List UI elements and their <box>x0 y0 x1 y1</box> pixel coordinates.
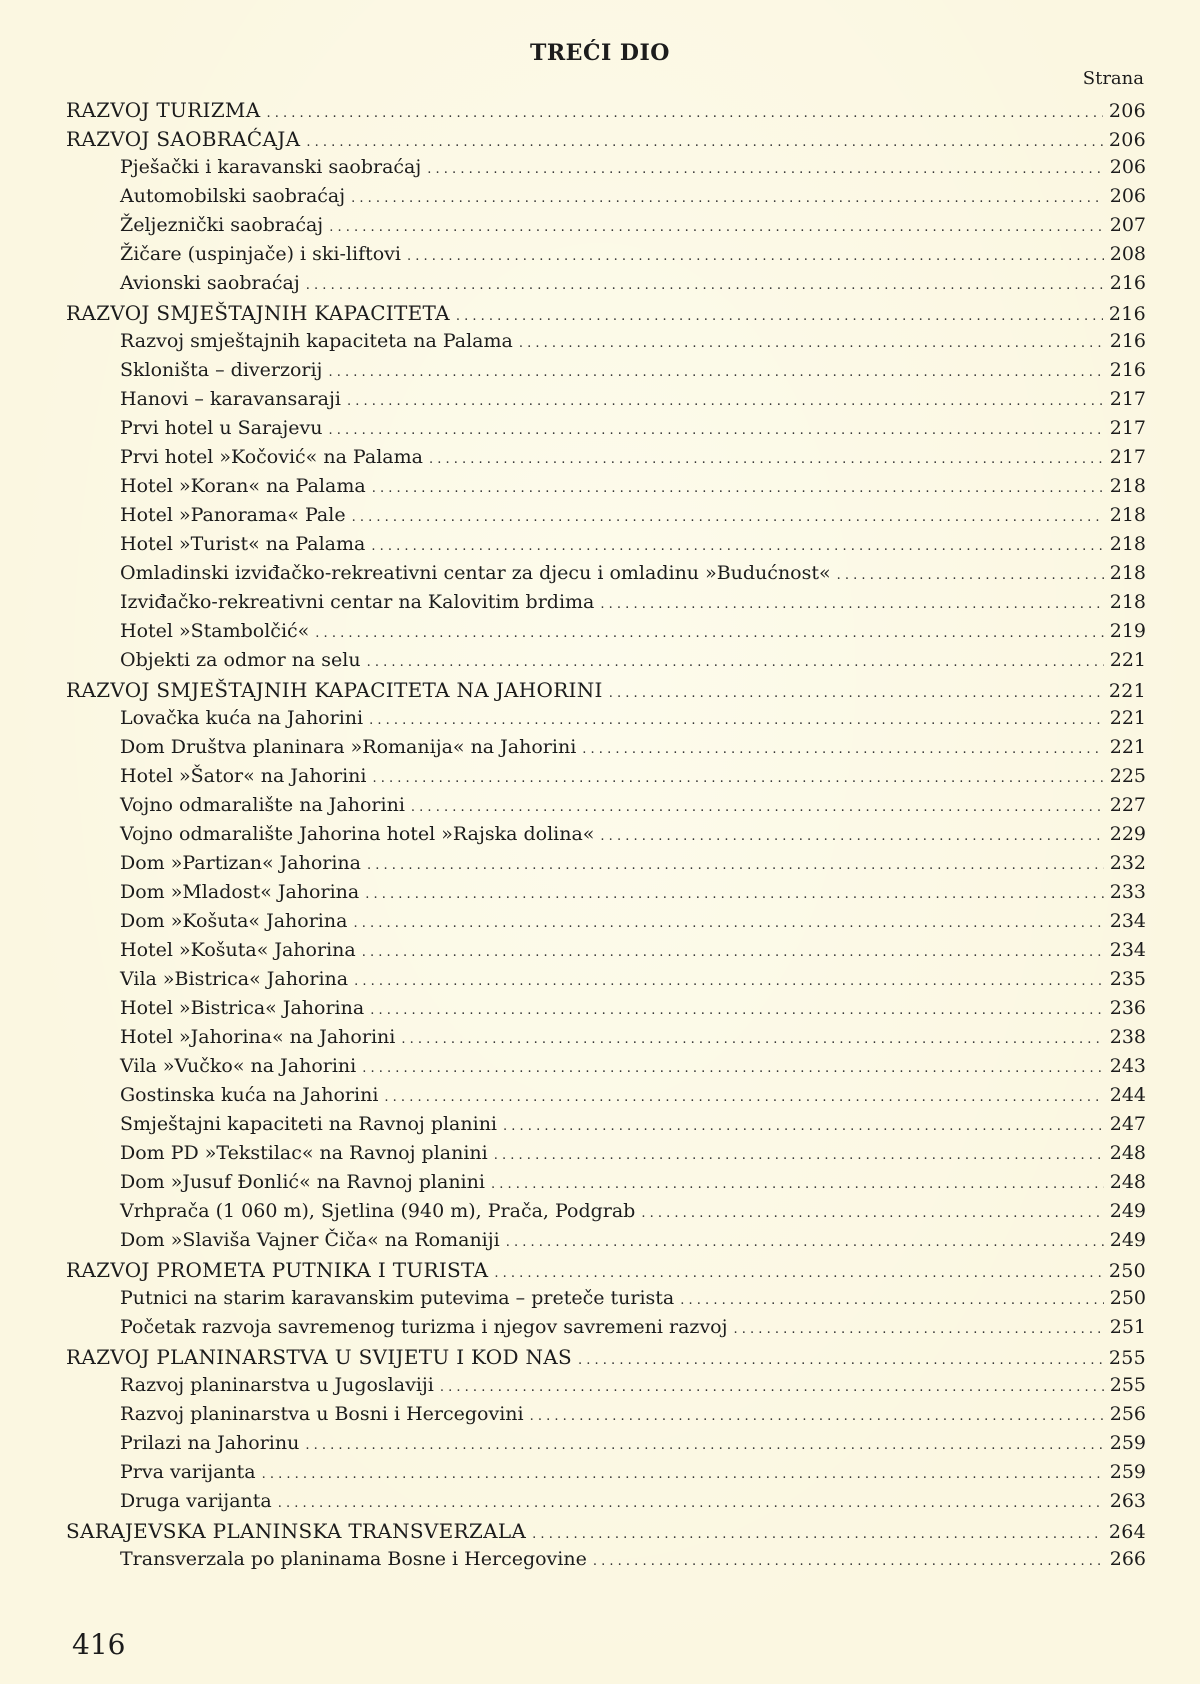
toc-dot-leader <box>353 910 1103 932</box>
toc-subentry <box>66 1287 1146 1316</box>
toc-entry-title: Smještajni kapaciteti na Ravnoj planini <box>120 1113 498 1135</box>
toc-dot-leader <box>440 1374 1104 1396</box>
toc-subentry <box>66 156 1146 185</box>
toc-entry-page: 217 <box>1109 388 1146 410</box>
toc-subentry <box>66 1374 1146 1403</box>
page-column-label: Strana <box>1082 68 1144 89</box>
toc-subentry <box>66 475 1146 504</box>
toc-entry-page: 221 <box>1109 649 1146 671</box>
toc-subentry <box>66 649 1146 678</box>
toc-entry-page: 234 <box>1109 910 1146 932</box>
toc-entry-title: Lovačka kuća na Jahorini <box>120 707 364 729</box>
toc-entry-page: 206 <box>1109 156 1146 178</box>
toc-subentry <box>66 533 1146 562</box>
toc-subentry <box>66 765 1146 794</box>
toc-entry-title: Početak razvoja savremenog turizma i njegov savremeni razvoj <box>120 1316 728 1338</box>
toc-dot-leader <box>530 1403 1104 1425</box>
toc-entry-page: 244 <box>1109 1084 1146 1106</box>
toc-entry-page: 250 <box>1108 1260 1146 1282</box>
toc-chapter-entry <box>66 98 1146 127</box>
toc-entry-page: 264 <box>1108 1521 1146 1543</box>
toc-entry-title: Hotel »Jahorina« na Jahorini <box>120 1026 396 1048</box>
toc-entry-title: Dom »Slaviša Vajner Čiča« na Romaniji <box>120 1229 500 1251</box>
toc-subentry <box>66 823 1146 852</box>
toc-entry-page: 216 <box>1109 359 1146 381</box>
toc-dot-leader <box>837 562 1104 584</box>
toc-entry-title: Druga varijanta <box>120 1490 272 1512</box>
toc-entry-title: RAZVOJ PROMETA PUTNIKA I TURISTA <box>66 1258 489 1282</box>
toc-subentry <box>66 1548 1146 1577</box>
toc-subentry <box>66 562 1146 591</box>
toc-dot-leader <box>305 1432 1103 1454</box>
toc-dot-leader <box>315 620 1103 642</box>
toc-entry-page: 247 <box>1109 1113 1146 1135</box>
toc-subentry <box>66 330 1146 359</box>
toc-dot-leader <box>367 852 1104 874</box>
toc-dot-leader <box>384 1084 1103 1106</box>
toc-entry-title: Željeznički saobraćaj <box>120 214 324 236</box>
toc-dot-leader <box>427 156 1103 178</box>
toc-entry-page: 221 <box>1108 680 1146 702</box>
toc-subentry <box>66 736 1146 765</box>
toc-entry-title: Hotel »Stambolčić« <box>120 620 310 642</box>
toc-subentry <box>66 504 1146 533</box>
toc-entry-page: 250 <box>1109 1287 1146 1309</box>
toc-dot-leader <box>503 1113 1104 1135</box>
toc-dot-leader <box>262 1461 1104 1483</box>
toc-subentry <box>66 707 1146 736</box>
toc-entry-page: 232 <box>1109 852 1146 874</box>
toc-entry-title: Razvoj planinarstva u Bosni i Hercegovini <box>120 1403 524 1425</box>
toc-entry-title: RAZVOJ TURIZMA <box>66 98 261 122</box>
toc-subentry <box>66 939 1146 968</box>
toc-entry-title: Prva varijanta <box>120 1461 256 1483</box>
toc-dot-leader <box>362 1055 1104 1077</box>
toc-dot-leader <box>506 1229 1104 1251</box>
toc-entry-title: Skloništa – diverzorij <box>120 359 323 381</box>
toc-dot-leader <box>306 272 1104 294</box>
toc-dot-leader <box>401 1026 1103 1048</box>
toc-entry-page: 235 <box>1109 968 1146 990</box>
toc-entry-title: Hotel »Bistrica« Jahorina <box>120 997 365 1019</box>
toc-subentry <box>66 1229 1146 1258</box>
toc-entry-title: Dom PD »Tekstilac« na Ravnoj planini <box>120 1142 488 1164</box>
toc-entry-page: 217 <box>1109 446 1146 468</box>
toc-subentry <box>66 1316 1146 1345</box>
toc-dot-leader <box>306 127 1103 151</box>
toc-subentry <box>66 1171 1146 1200</box>
toc-entry-title: Omladinski izviđačko-rekreativni centar za djecu i omladinu »Budućnost« <box>120 562 831 584</box>
toc-dot-leader <box>494 1258 1102 1282</box>
toc-entry-page: 251 <box>1109 1316 1146 1338</box>
toc-dot-leader <box>372 475 1104 497</box>
toc-dot-leader <box>578 1345 1103 1369</box>
toc-chapter-entry <box>66 678 1146 707</box>
toc-entry-page: 208 <box>1109 243 1146 265</box>
toc-entry-title: Hotel »Košuta« Jahorina <box>120 939 356 961</box>
toc-entry-page: 233 <box>1109 881 1146 903</box>
toc-entry-page: 221 <box>1109 707 1146 729</box>
toc-subentry <box>66 1461 1146 1490</box>
toc-entry-title: Razvoj planinarstva u Jugoslaviji <box>120 1374 434 1396</box>
toc-entry-title: Hanovi – karavansaraji <box>120 388 341 410</box>
toc-entry-page: 218 <box>1109 591 1146 613</box>
toc-dot-leader <box>680 1287 1103 1309</box>
toc-dot-leader <box>352 504 1104 526</box>
toc-entry-page: 216 <box>1109 330 1146 352</box>
toc-dot-leader <box>641 1200 1103 1222</box>
toc-entry-page: 229 <box>1109 823 1146 845</box>
toc-subentry <box>66 852 1146 881</box>
toc-entry-page: 216 <box>1108 303 1146 325</box>
toc-entry-page: 218 <box>1109 475 1146 497</box>
page-number: 416 <box>72 1628 126 1661</box>
toc-dot-leader <box>411 794 1104 816</box>
toc-dot-leader <box>519 330 1104 352</box>
toc-entry-page: 207 <box>1109 214 1146 236</box>
toc-dot-leader <box>532 1519 1103 1543</box>
toc-dot-leader <box>365 881 1104 903</box>
toc-entry-title: SARAJEVSKA PLANINSKA TRANSVERZALA <box>66 1519 527 1543</box>
toc-subentry <box>66 794 1146 823</box>
toc-subentry <box>66 1200 1146 1229</box>
toc-entry-title: Dom Društva planinara »Romanija« na Jahorini <box>120 736 577 758</box>
toc-chapter-entry <box>66 301 1146 330</box>
toc-dot-leader <box>371 533 1103 555</box>
toc-entry-page: 238 <box>1109 1026 1146 1048</box>
toc-subentry <box>66 272 1146 301</box>
toc-entry-title: Prvi hotel u Sarajevu <box>120 417 323 439</box>
toc-dot-leader <box>329 214 1104 236</box>
toc-entry-page: 218 <box>1109 504 1146 526</box>
toc-chapter-entry <box>66 1519 1146 1548</box>
toc-entry-title: Hotel »Koran« na Palama <box>120 475 366 497</box>
toc-subentry <box>66 1055 1146 1084</box>
toc-subentry <box>66 1026 1146 1055</box>
toc-entry-title: Vila »Bistrica« Jahorina <box>120 968 349 990</box>
toc-chapter-entry <box>66 127 1146 156</box>
toc-dot-leader <box>429 446 1104 468</box>
toc-entry-title: RAZVOJ PLANINARSTVA U SVIJETU I KOD NAS <box>66 1345 572 1369</box>
toc-entry-title: Žičare (uspinjače) i ski-liftovi <box>120 243 401 265</box>
toc-subentry <box>66 1490 1146 1519</box>
toc-subentry <box>66 1432 1146 1461</box>
toc-subentry <box>66 1084 1146 1113</box>
toc-entry-page: 218 <box>1109 562 1146 584</box>
toc-entry-page: 259 <box>1109 1461 1146 1483</box>
toc-subentry <box>66 1142 1146 1171</box>
toc-dot-leader <box>582 736 1103 758</box>
toc-entry-title: Dom »Košuta« Jahorina <box>120 910 348 932</box>
toc-entry-page: 219 <box>1109 620 1146 642</box>
toc-dot-leader <box>362 939 1104 961</box>
toc-dot-leader <box>373 765 1104 787</box>
toc-entry-page: 249 <box>1109 1229 1146 1251</box>
toc-entry-title: Prilazi na Jahorinu <box>120 1432 300 1454</box>
toc-entry-title: Dom »Jusuf Đonlić« na Ravnoj planini <box>120 1171 485 1193</box>
toc-dot-leader <box>354 968 1104 990</box>
toc-entry-page: 259 <box>1109 1432 1146 1454</box>
toc-dot-leader <box>367 649 1104 671</box>
toc-entry-title: Automobilski saobraćaj <box>120 185 346 207</box>
toc-dot-leader <box>600 823 1103 845</box>
toc-entry-title: Vojno odmaralište na Jahorini <box>120 794 405 816</box>
toc-entry-page: 225 <box>1109 765 1146 787</box>
toc-entry-page: 234 <box>1109 939 1146 961</box>
toc-subentry <box>66 1113 1146 1142</box>
toc-dot-leader <box>328 359 1103 381</box>
toc-dot-leader <box>278 1490 1104 1512</box>
toc-dot-leader <box>407 243 1104 265</box>
toc-entry-page: 217 <box>1109 417 1146 439</box>
toc-dot-leader <box>369 707 1104 729</box>
toc-dot-leader <box>600 591 1103 613</box>
toc-entry-page: 206 <box>1109 185 1146 207</box>
toc-entry-title: Hotel »Šator« na Jahorini <box>120 765 367 787</box>
toc-entry-title: Pješački i karavanski saobraćaj <box>120 156 422 178</box>
toc-entry-title: Prvi hotel »Kočović« na Palama <box>120 446 423 468</box>
toc-entry-title: Transverzala po planinama Bosne i Hercegovine <box>120 1548 587 1570</box>
toc-dot-leader <box>329 417 1104 439</box>
toc-subentry <box>66 881 1146 910</box>
toc-entry-page: 206 <box>1108 129 1146 151</box>
toc-subentry <box>66 417 1146 446</box>
toc-entry-title: RAZVOJ SAOBRAĆAJA <box>66 127 301 151</box>
toc-entry-page: 263 <box>1109 1490 1146 1512</box>
toc-subentry <box>66 359 1146 388</box>
toc-entry-page: 255 <box>1108 1347 1146 1369</box>
toc-entry-page: 221 <box>1109 736 1146 758</box>
toc-subentry <box>66 388 1146 417</box>
toc-subentry <box>66 1403 1146 1432</box>
toc-subentry <box>66 591 1146 620</box>
table-of-contents <box>66 98 1146 1577</box>
toc-subentry <box>66 446 1146 475</box>
toc-dot-leader <box>347 388 1104 410</box>
toc-entry-title: Hotel »Panorama« Pale <box>120 504 346 526</box>
toc-entry-page: 243 <box>1109 1055 1146 1077</box>
toc-entry-page: 249 <box>1109 1200 1146 1222</box>
toc-entry-title: Putnici na starim karavanskim putevima – preteče turista <box>120 1287 675 1309</box>
toc-entry-title: Razvoj smještajnih kapaciteta na Palama <box>120 330 513 352</box>
toc-entry-title: Avionski saobraćaj <box>120 272 300 294</box>
toc-entry-title: Objekti za odmor na selu <box>120 649 361 671</box>
toc-entry-page: 227 <box>1109 794 1146 816</box>
toc-entry-title: Hotel »Turist« na Palama <box>120 533 366 555</box>
toc-dot-leader <box>456 301 1103 325</box>
toc-entry-title: Dom »Partizan« Jahorina <box>120 852 361 874</box>
toc-dot-leader <box>370 997 1104 1019</box>
toc-subentry <box>66 185 1146 214</box>
toc-entry-page: 216 <box>1109 272 1146 294</box>
toc-entry-page: 248 <box>1109 1171 1146 1193</box>
toc-dot-leader <box>351 185 1104 207</box>
toc-subentry <box>66 910 1146 939</box>
toc-entry-page: 218 <box>1109 533 1146 555</box>
toc-entry-title: Vila »Vučko« na Jahorini <box>120 1055 357 1077</box>
toc-dot-leader <box>266 98 1102 122</box>
toc-entry-page: 236 <box>1109 997 1146 1019</box>
toc-entry-page: 255 <box>1109 1374 1146 1396</box>
toc-dot-leader <box>491 1171 1104 1193</box>
toc-entry-title: Izviđačko-rekreativni centar na Kalovitim brdima <box>120 591 595 613</box>
toc-dot-leader <box>494 1142 1104 1164</box>
toc-subentry <box>66 214 1146 243</box>
toc-subentry <box>66 243 1146 272</box>
toc-entry-title: RAZVOJ SMJEŠTAJNIH KAPACITETA NA JAHORINI <box>66 678 603 702</box>
toc-subentry <box>66 620 1146 649</box>
toc-entry-title: Vojno odmaralište Jahorina hotel »Rajska dolina« <box>120 823 595 845</box>
toc-subentry <box>66 997 1146 1026</box>
toc-entry-page: 206 <box>1108 100 1146 122</box>
toc-entry-page: 248 <box>1109 1142 1146 1164</box>
toc-dot-leader <box>734 1316 1104 1338</box>
toc-dot-leader <box>609 678 1103 702</box>
toc-entry-title: Dom »Mladost« Jahorina <box>120 881 360 903</box>
toc-subentry <box>66 968 1146 997</box>
toc-entry-page: 256 <box>1109 1403 1146 1425</box>
toc-dot-leader <box>593 1548 1104 1570</box>
section-title: TREĆI DIO <box>530 40 670 66</box>
toc-entry-title: Gostinska kuća na Jahorini <box>120 1084 379 1106</box>
toc-entry-title: Vrhprača (1 060 m), Sjetlina (940 m), Prača, Podgrab <box>120 1200 636 1222</box>
toc-entry-title: RAZVOJ SMJEŠTAJNIH KAPACITETA <box>66 301 450 325</box>
toc-chapter-entry <box>66 1345 1146 1374</box>
toc-chapter-entry <box>66 1258 1146 1287</box>
toc-entry-page: 266 <box>1109 1548 1146 1570</box>
